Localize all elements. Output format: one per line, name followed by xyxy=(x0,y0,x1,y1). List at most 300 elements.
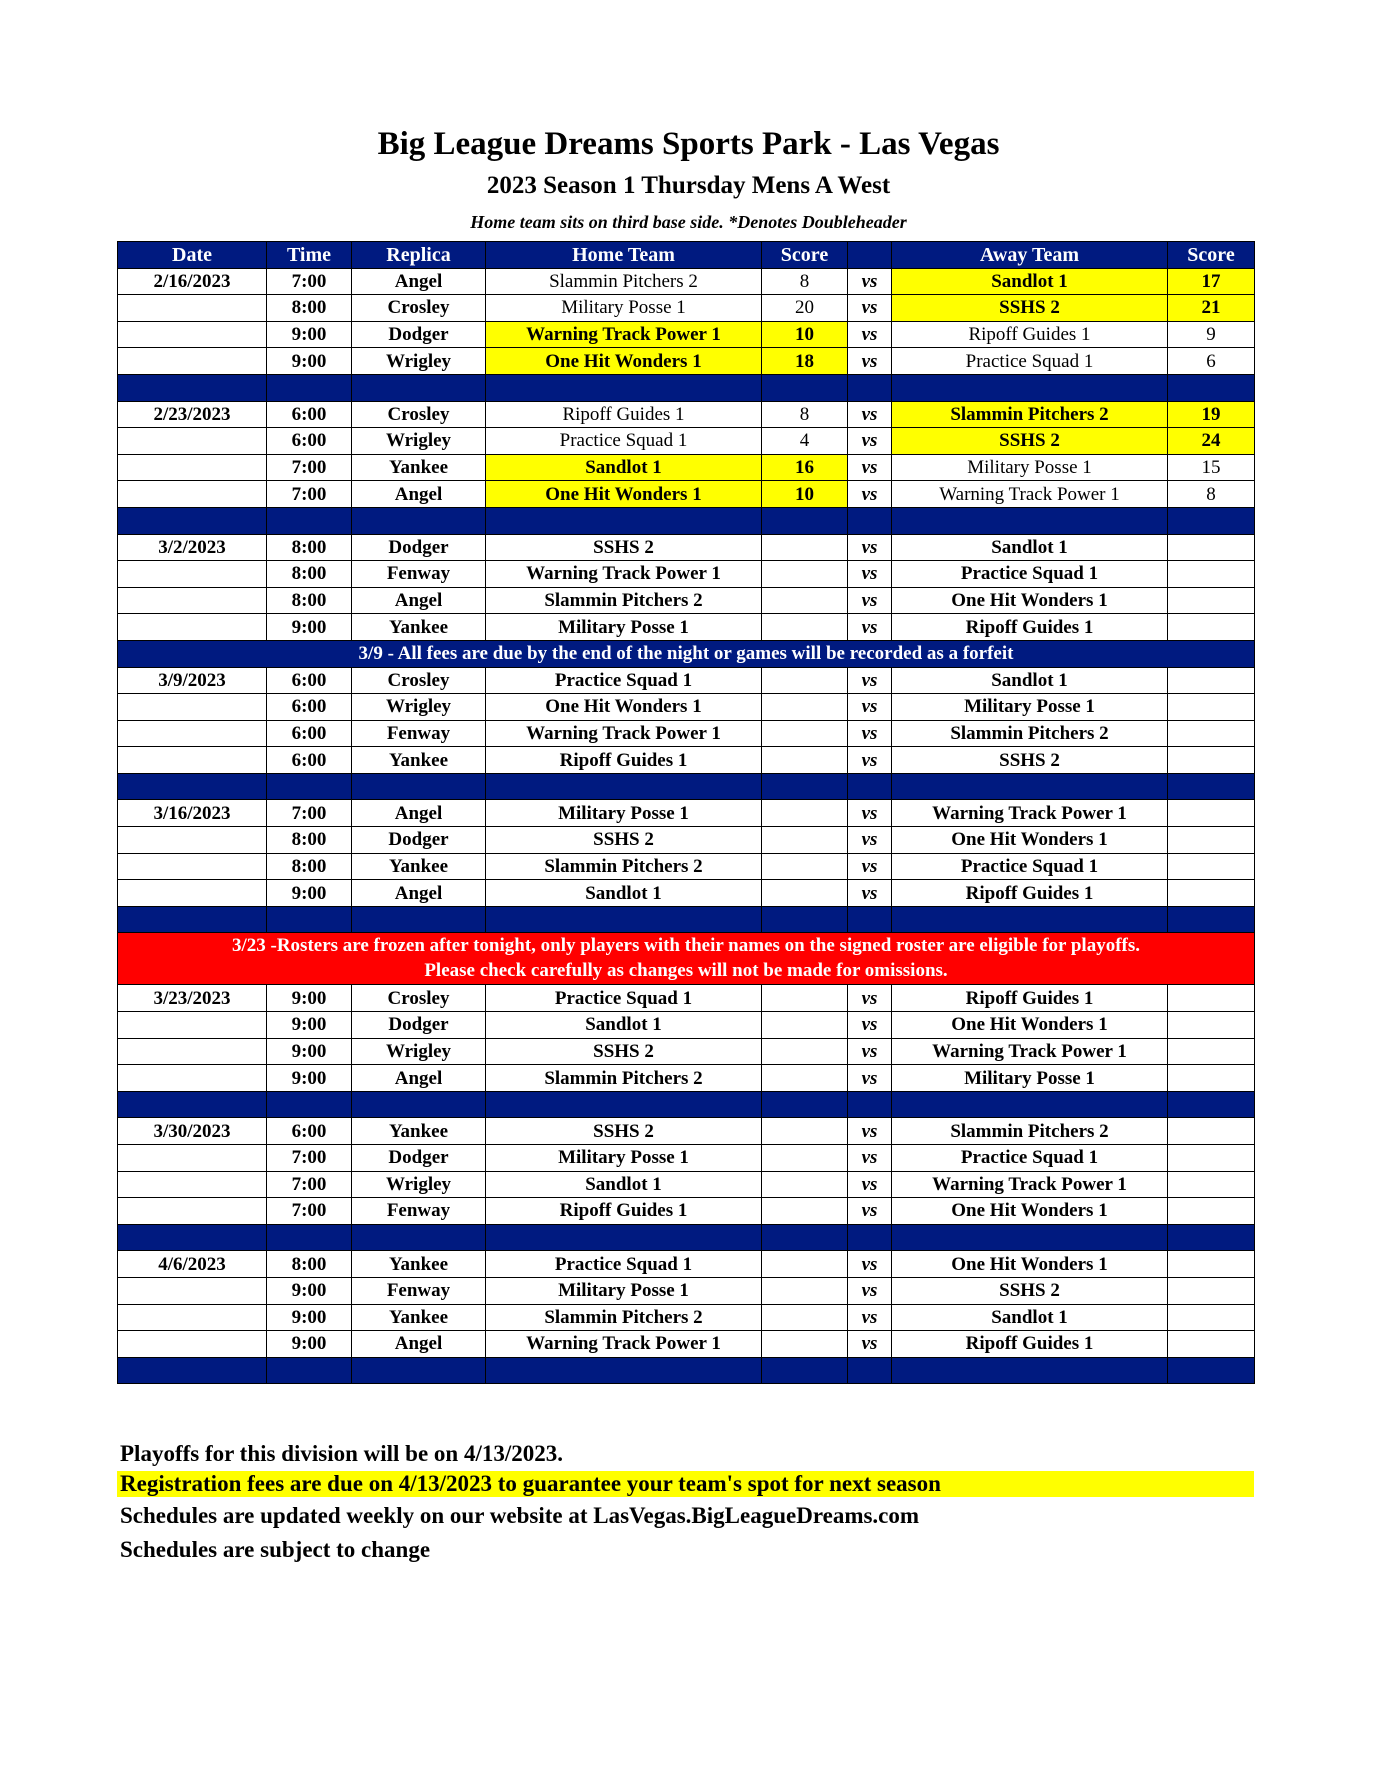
home-team: Military Posse 1 xyxy=(486,1145,762,1172)
header-date: Date xyxy=(118,242,267,269)
vs-label: vs xyxy=(848,1118,892,1145)
separator-cell xyxy=(762,1091,848,1118)
game-row xyxy=(118,667,1255,694)
game-row xyxy=(118,321,1255,348)
game-date: 3/9/2023 xyxy=(118,667,267,694)
game-field: Dodger xyxy=(352,1145,486,1172)
game-row xyxy=(118,1331,1255,1358)
header-home-score: Score xyxy=(762,242,848,269)
game-time: 9:00 xyxy=(267,1012,352,1039)
game-field: Yankee xyxy=(352,454,486,481)
vs-label: vs xyxy=(848,401,892,428)
home-team: Warning Track Power 1 xyxy=(486,321,762,348)
separator-cell xyxy=(486,507,762,534)
separator-cell xyxy=(892,1091,1168,1118)
away-score: 17 xyxy=(1168,268,1255,295)
home-team: SSHS 2 xyxy=(486,827,762,854)
separator-cell xyxy=(267,1357,352,1384)
separator-cell xyxy=(762,507,848,534)
separator-cell xyxy=(848,906,892,933)
away-score xyxy=(1168,747,1255,774)
away-team: SSHS 2 xyxy=(892,747,1168,774)
separator-cell xyxy=(267,773,352,800)
vs-label: vs xyxy=(848,561,892,588)
separator-row xyxy=(118,374,1255,401)
home-team: SSHS 2 xyxy=(486,1038,762,1065)
vs-label: vs xyxy=(848,880,892,907)
game-date xyxy=(118,1277,267,1304)
away-team: Warning Track Power 1 xyxy=(892,481,1168,508)
home-score xyxy=(762,1277,848,1304)
game-row xyxy=(118,587,1255,614)
roster-freeze-line-1: 3/23 -Rosters are frozen after tonight, only players with their names on the signed roster are eligible for playoffs. xyxy=(231,935,1141,957)
separator-cell xyxy=(1168,1224,1255,1251)
home-team: One Hit Wonders 1 xyxy=(486,694,762,721)
separator-row xyxy=(118,1357,1255,1384)
away-score xyxy=(1168,694,1255,721)
game-row xyxy=(118,401,1255,428)
away-team: Slammin Pitchers 2 xyxy=(892,1118,1168,1145)
away-score xyxy=(1168,1198,1255,1225)
home-score xyxy=(762,1331,848,1358)
game-time: 6:00 xyxy=(267,401,352,428)
game-date xyxy=(118,1145,267,1172)
game-time: 6:00 xyxy=(267,667,352,694)
away-score xyxy=(1168,800,1255,827)
game-time: 6:00 xyxy=(267,428,352,455)
game-date: 2/23/2023 xyxy=(118,401,267,428)
game-time: 6:00 xyxy=(267,720,352,747)
roster-freeze-notice xyxy=(118,933,1255,985)
header-home-team: Home Team xyxy=(486,242,762,269)
away-team: One Hit Wonders 1 xyxy=(892,1198,1168,1225)
away-team: Ripoff Guides 1 xyxy=(892,880,1168,907)
away-team: Military Posse 1 xyxy=(892,454,1168,481)
away-score: 15 xyxy=(1168,454,1255,481)
away-team: Sandlot 1 xyxy=(892,534,1168,561)
separator-cell xyxy=(848,1091,892,1118)
game-field: Dodger xyxy=(352,827,486,854)
away-score xyxy=(1168,561,1255,588)
game-time: 7:00 xyxy=(267,1198,352,1225)
away-score xyxy=(1168,614,1255,641)
separator-row xyxy=(118,507,1255,534)
home-score: 10 xyxy=(762,321,848,348)
game-row xyxy=(118,880,1255,907)
away-score: 6 xyxy=(1168,348,1255,375)
game-field: Yankee xyxy=(352,1118,486,1145)
game-field: Crosley xyxy=(352,401,486,428)
home-team: Slammin Pitchers 2 xyxy=(486,1065,762,1092)
home-team: Military Posse 1 xyxy=(486,614,762,641)
game-date xyxy=(118,348,267,375)
vs-label: vs xyxy=(848,1171,892,1198)
game-date: 3/23/2023 xyxy=(118,985,267,1012)
home-score: 4 xyxy=(762,428,848,455)
vs-label: vs xyxy=(848,694,892,721)
separator-cell xyxy=(762,374,848,401)
home-score xyxy=(762,800,848,827)
home-team: Military Posse 1 xyxy=(486,295,762,322)
game-time: 9:00 xyxy=(267,614,352,641)
vs-label: vs xyxy=(848,321,892,348)
vs-label: vs xyxy=(848,428,892,455)
away-team: Ripoff Guides 1 xyxy=(892,614,1168,641)
away-score xyxy=(1168,720,1255,747)
vs-label: vs xyxy=(848,454,892,481)
away-team: Sandlot 1 xyxy=(892,667,1168,694)
game-row xyxy=(118,694,1255,721)
header-away-team: Away Team xyxy=(892,242,1168,269)
game-time: 9:00 xyxy=(267,1304,352,1331)
home-team: One Hit Wonders 1 xyxy=(486,481,762,508)
separator-cell xyxy=(892,1357,1168,1384)
game-date xyxy=(118,1012,267,1039)
vs-label: vs xyxy=(848,985,892,1012)
home-score: 18 xyxy=(762,348,848,375)
game-date: 2/16/2023 xyxy=(118,268,267,295)
game-time: 7:00 xyxy=(267,268,352,295)
home-team: Warning Track Power 1 xyxy=(486,561,762,588)
game-date xyxy=(118,880,267,907)
game-date: 3/2/2023 xyxy=(118,534,267,561)
game-time: 7:00 xyxy=(267,481,352,508)
schedule-table xyxy=(117,241,1255,1384)
away-score xyxy=(1168,667,1255,694)
away-score xyxy=(1168,1171,1255,1198)
away-team: SSHS 2 xyxy=(892,1277,1168,1304)
home-score xyxy=(762,694,848,721)
away-score: 9 xyxy=(1168,321,1255,348)
game-row xyxy=(118,1304,1255,1331)
separator-cell xyxy=(848,1224,892,1251)
game-date: 4/6/2023 xyxy=(118,1251,267,1278)
game-field: Crosley xyxy=(352,295,486,322)
game-field: Angel xyxy=(352,481,486,508)
separator-cell xyxy=(762,1357,848,1384)
home-score: 10 xyxy=(762,481,848,508)
separator-cell xyxy=(486,1224,762,1251)
separator-cell xyxy=(118,374,267,401)
footer-playoffs: Playoffs for this division will be on 4/13/2023. xyxy=(120,1441,564,1466)
home-score xyxy=(762,1198,848,1225)
separator-cell xyxy=(892,374,1168,401)
home-score: 8 xyxy=(762,401,848,428)
separator-cell xyxy=(486,1091,762,1118)
game-date xyxy=(118,1038,267,1065)
away-team: Warning Track Power 1 xyxy=(892,1038,1168,1065)
game-field: Yankee xyxy=(352,853,486,880)
home-score: 16 xyxy=(762,454,848,481)
vs-label: vs xyxy=(848,1038,892,1065)
separator-cell xyxy=(352,1357,486,1384)
separator-row xyxy=(118,906,1255,933)
game-row xyxy=(118,534,1255,561)
vs-label: vs xyxy=(848,667,892,694)
away-team: Ripoff Guides 1 xyxy=(892,985,1168,1012)
game-row xyxy=(118,1277,1255,1304)
separator-cell xyxy=(892,507,1168,534)
game-row xyxy=(118,720,1255,747)
away-team: Practice Squad 1 xyxy=(892,561,1168,588)
home-score xyxy=(762,1118,848,1145)
game-time: 7:00 xyxy=(267,1171,352,1198)
away-score xyxy=(1168,587,1255,614)
separator-cell xyxy=(352,773,486,800)
vs-label: vs xyxy=(848,1065,892,1092)
game-field: Dodger xyxy=(352,534,486,561)
game-date xyxy=(118,454,267,481)
game-time: 7:00 xyxy=(267,454,352,481)
home-team: Practice Squad 1 xyxy=(486,428,762,455)
game-field: Wrigley xyxy=(352,1171,486,1198)
away-score xyxy=(1168,880,1255,907)
game-time: 8:00 xyxy=(267,534,352,561)
home-score xyxy=(762,747,848,774)
away-score: 19 xyxy=(1168,401,1255,428)
game-field: Fenway xyxy=(352,561,486,588)
away-team: One Hit Wonders 1 xyxy=(892,827,1168,854)
game-time: 9:00 xyxy=(267,1277,352,1304)
home-score xyxy=(762,880,848,907)
schedule-body xyxy=(118,268,1255,1384)
game-date xyxy=(118,720,267,747)
home-team: Practice Squad 1 xyxy=(486,1251,762,1278)
game-field: Angel xyxy=(352,268,486,295)
away-team: Sandlot 1 xyxy=(892,268,1168,295)
away-score xyxy=(1168,1065,1255,1092)
game-field: Dodger xyxy=(352,1012,486,1039)
game-field: Fenway xyxy=(352,1277,486,1304)
vs-label: vs xyxy=(848,800,892,827)
game-date: 3/16/2023 xyxy=(118,800,267,827)
game-row xyxy=(118,454,1255,481)
game-field: Angel xyxy=(352,1331,486,1358)
home-score xyxy=(762,667,848,694)
vs-label: vs xyxy=(848,534,892,561)
home-team: SSHS 2 xyxy=(486,534,762,561)
separator-cell xyxy=(352,374,486,401)
game-date xyxy=(118,1304,267,1331)
game-date xyxy=(118,481,267,508)
separator-row xyxy=(118,1224,1255,1251)
page-title: Big League Dreams Sports Park - Las Vegas xyxy=(377,126,1000,162)
game-field: Angel xyxy=(352,880,486,907)
home-score xyxy=(762,534,848,561)
game-row xyxy=(118,561,1255,588)
game-time: 9:00 xyxy=(267,1065,352,1092)
home-team-note: Home team sits on third base side. *Denotes Doubleheader xyxy=(470,212,907,232)
vs-label: vs xyxy=(848,348,892,375)
footer-registration: Registration fees are due on 4/13/2023 to guarantee your team's spot for next season xyxy=(117,1471,1254,1497)
home-team: Warning Track Power 1 xyxy=(486,720,762,747)
separator-cell xyxy=(267,507,352,534)
separator-cell xyxy=(1168,374,1255,401)
game-field: Angel xyxy=(352,800,486,827)
footer-subject: Schedules are subject to change xyxy=(120,1537,431,1562)
vs-label: vs xyxy=(848,1198,892,1225)
game-date xyxy=(118,321,267,348)
game-row xyxy=(118,1065,1255,1092)
game-row xyxy=(118,747,1255,774)
separator-cell xyxy=(848,1357,892,1384)
game-date xyxy=(118,295,267,322)
header-time: Time xyxy=(267,242,352,269)
game-date xyxy=(118,561,267,588)
game-date xyxy=(118,747,267,774)
game-row xyxy=(118,481,1255,508)
away-team: Practice Squad 1 xyxy=(892,348,1168,375)
home-score: 20 xyxy=(762,295,848,322)
game-field: Angel xyxy=(352,587,486,614)
game-row xyxy=(118,1118,1255,1145)
game-time: 9:00 xyxy=(267,1038,352,1065)
vs-label: vs xyxy=(848,295,892,322)
game-row xyxy=(118,1171,1255,1198)
game-row xyxy=(118,853,1255,880)
home-team: Slammin Pitchers 2 xyxy=(486,853,762,880)
game-date: 3/30/2023 xyxy=(118,1118,267,1145)
vs-label: vs xyxy=(848,1277,892,1304)
away-team: One Hit Wonders 1 xyxy=(892,1251,1168,1278)
away-score xyxy=(1168,1304,1255,1331)
vs-label: vs xyxy=(848,853,892,880)
game-time: 8:00 xyxy=(267,295,352,322)
vs-label: vs xyxy=(848,720,892,747)
game-row xyxy=(118,1038,1255,1065)
separator-cell xyxy=(892,1224,1168,1251)
separator-cell xyxy=(118,773,267,800)
header-row xyxy=(118,242,1255,269)
away-team: One Hit Wonders 1 xyxy=(892,587,1168,614)
home-score xyxy=(762,561,848,588)
away-team: Military Posse 1 xyxy=(892,694,1168,721)
separator-cell xyxy=(486,773,762,800)
game-row xyxy=(118,1012,1255,1039)
away-score xyxy=(1168,985,1255,1012)
game-time: 6:00 xyxy=(267,747,352,774)
game-row xyxy=(118,1198,1255,1225)
away-score xyxy=(1168,1118,1255,1145)
separator-cell xyxy=(267,374,352,401)
game-time: 9:00 xyxy=(267,348,352,375)
separator-cell xyxy=(118,1224,267,1251)
game-time: 7:00 xyxy=(267,1145,352,1172)
separator-cell xyxy=(118,906,267,933)
home-team: Sandlot 1 xyxy=(486,1012,762,1039)
game-row xyxy=(118,268,1255,295)
separator-cell xyxy=(118,507,267,534)
away-score xyxy=(1168,853,1255,880)
home-team: Military Posse 1 xyxy=(486,1277,762,1304)
game-field: Dodger xyxy=(352,321,486,348)
away-team: Slammin Pitchers 2 xyxy=(892,401,1168,428)
vs-label: vs xyxy=(848,1145,892,1172)
game-date xyxy=(118,1198,267,1225)
away-team: Warning Track Power 1 xyxy=(892,800,1168,827)
separator-cell xyxy=(267,1091,352,1118)
separator-cell xyxy=(892,906,1168,933)
home-score xyxy=(762,1145,848,1172)
vs-label: vs xyxy=(848,1012,892,1039)
game-field: Wrigley xyxy=(352,348,486,375)
game-date xyxy=(118,1331,267,1358)
game-field: Fenway xyxy=(352,1198,486,1225)
home-team: SSHS 2 xyxy=(486,1118,762,1145)
separator-cell xyxy=(848,773,892,800)
away-score xyxy=(1168,1038,1255,1065)
game-time: 8:00 xyxy=(267,827,352,854)
game-date xyxy=(118,827,267,854)
home-team: Ripoff Guides 1 xyxy=(486,401,762,428)
vs-label: vs xyxy=(848,1304,892,1331)
away-score xyxy=(1168,1145,1255,1172)
separator-cell xyxy=(848,374,892,401)
separator-cell xyxy=(762,773,848,800)
away-team: Practice Squad 1 xyxy=(892,1145,1168,1172)
away-team: Warning Track Power 1 xyxy=(892,1171,1168,1198)
separator-cell xyxy=(352,1224,486,1251)
game-date xyxy=(118,1065,267,1092)
away-team: Ripoff Guides 1 xyxy=(892,321,1168,348)
separator-cell xyxy=(267,1224,352,1251)
game-field: Yankee xyxy=(352,1304,486,1331)
separator-cell xyxy=(352,906,486,933)
game-date xyxy=(118,853,267,880)
home-team: Ripoff Guides 1 xyxy=(486,747,762,774)
away-score: 24 xyxy=(1168,428,1255,455)
separator-cell xyxy=(892,773,1168,800)
separator-cell xyxy=(118,1357,267,1384)
separator-cell xyxy=(1168,507,1255,534)
game-row xyxy=(118,985,1255,1012)
vs-label: vs xyxy=(848,614,892,641)
away-score: 21 xyxy=(1168,295,1255,322)
separator-cell xyxy=(118,1091,267,1118)
home-score xyxy=(762,985,848,1012)
away-score xyxy=(1168,1251,1255,1278)
header-vs xyxy=(848,242,892,269)
home-team: Ripoff Guides 1 xyxy=(486,1198,762,1225)
header-away-score: Score xyxy=(1168,242,1255,269)
home-score xyxy=(762,827,848,854)
home-team: Warning Track Power 1 xyxy=(486,1331,762,1358)
home-score xyxy=(762,1171,848,1198)
game-time: 9:00 xyxy=(267,321,352,348)
header-replica: Replica xyxy=(352,242,486,269)
separator-cell xyxy=(1168,1091,1255,1118)
separator-cell xyxy=(267,906,352,933)
vs-label: vs xyxy=(848,587,892,614)
game-field: Wrigley xyxy=(352,1038,486,1065)
game-time: 9:00 xyxy=(267,985,352,1012)
game-date xyxy=(118,694,267,721)
vs-label: vs xyxy=(848,747,892,774)
separator-cell xyxy=(848,507,892,534)
separator-cell xyxy=(1168,1357,1255,1384)
away-score xyxy=(1168,1277,1255,1304)
away-score xyxy=(1168,1012,1255,1039)
home-score xyxy=(762,1251,848,1278)
page-subtitle: 2023 Season 1 Thursday Mens A West xyxy=(486,172,891,199)
game-field: Yankee xyxy=(352,614,486,641)
separator-cell xyxy=(1168,773,1255,800)
game-row xyxy=(118,800,1255,827)
separator-cell xyxy=(762,906,848,933)
game-field: Yankee xyxy=(352,1251,486,1278)
home-team: Slammin Pitchers 2 xyxy=(486,1304,762,1331)
home-score xyxy=(762,614,848,641)
